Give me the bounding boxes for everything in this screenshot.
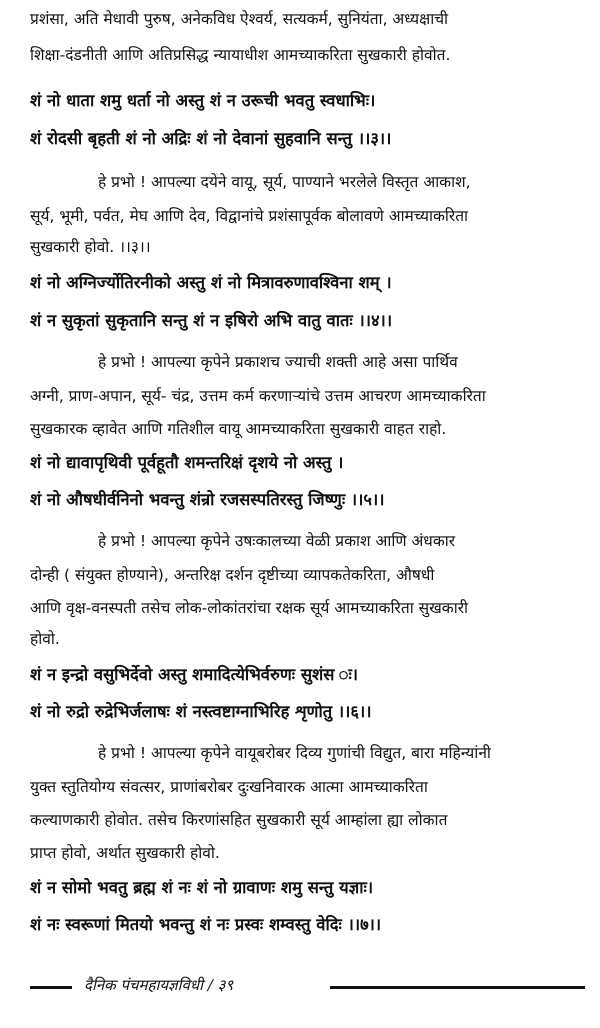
verse-line: शं न इन्द्रो वसुभिर्देवो अस्तु शमादित्येभिर्वरुणः सुशंस ः।	[30, 665, 359, 684]
commentary-line: प्रशंसा, अति मेधावी पुरुष, अनेकविध ऐश्वर्य, सत्यकर्म, सुनियंता, अध्यक्षाची	[30, 10, 449, 28]
footer-page-label: दैनिक पंचमहायज्ञविधी / ३९	[84, 976, 234, 994]
commentary-line: हे प्रभो ! आपल्या दयेने वायू, सूर्य, पाण्याने भरलेले विस्तृत आकाश,	[98, 173, 471, 191]
verse-line: शं नो धाता शमु धर्ता नो अस्तु शं न उरूची भवतु स्वधाभिः।	[30, 91, 376, 110]
commentary-line: शिक्षा-दंडनीती आणि अतिप्रसिद्ध न्यायाधीश आमच्याकरिता सुखकारी होवोत.	[30, 46, 451, 64]
verse-line: शं न सोमो भवतु ब्रह्म शं नः शं नो ग्रावाणः शमु सन्तु यज्ञाः।	[30, 878, 374, 897]
verse-line: शं नो द्यावापृथिवी पूर्वहूतौ शमन्तरिक्षं दृशये नो अस्तु ।	[30, 453, 344, 472]
commentary-line: युक्त स्तुतियोग्य संवत्सर, प्राणांबरोबर दुःखनिवारक आत्मा आमच्याकरिता	[30, 778, 428, 796]
commentary-line: हे प्रभो ! आपल्या कृपेने वायूबरोबर दिव्य गुणांची विद्युत, बारा महिन्यांनी	[98, 744, 491, 762]
verse-line: शं न सुकृतां सुकृतानि सन्तु शं न इषिरो अभि वातु वातः ।।४।।	[30, 311, 393, 330]
commentary-line: सुखकारक व्हावेत आणि गतिशील वायू आमच्याकरिता सुखकारी वाहत राहो.	[30, 420, 447, 438]
commentary-line: दोन्ही ( संयुक्त होण्याने), अन्तरिक्ष दर्शन दृष्टीच्या व्यापकतेकरिता, औषधी	[30, 566, 435, 584]
commentary-line: अग्नी, प्राण-अपान, सूर्य- चंद्र, उत्तम कर्म करणाऱ्यांचे उत्तम आचरण आमच्याकरिता	[30, 387, 486, 405]
verse-line: शं रोदसी बृहती शं नो अद्रिः शं नो देवानां सुहवानि सन्तु ।।३।।	[30, 129, 392, 148]
verse-line: शं नः स्वरूणां मितयो भवन्तु शं नः प्रस्वः शम्वस्तु वेदिः ।।७।।	[30, 915, 382, 934]
commentary-line: सूर्य, भूमी, पर्वत, मेघ आणि देव, विद्वानांचे प्रशंसापूर्वक बोलावणे आमच्याकरिता	[30, 207, 469, 225]
commentary-line: प्राप्त होवो, अर्थात सुखकारी होवो.	[30, 844, 220, 862]
commentary-line: हे प्रभो ! आपल्या कृपेने प्रकाशच ज्याची शक्ती आहे असा पार्थिव	[98, 353, 458, 371]
commentary-line: सुखकारी होवो. ।।३।।	[30, 238, 151, 256]
verse-line: शं नो औषधीर्वनिनो भवन्तु शंन्रो रजसस्पतिरस्तु जिष्णुः ।।५।।	[30, 490, 385, 509]
commentary-line: हे प्रभो ! आपल्या कृपेने उषःकालच्या वेळी प्रकाश आणि अंधकार	[98, 532, 456, 550]
commentary-line: आणि वृक्ष-वनस्पती तसेच लोक-लोकांतरांचा रक्षक सूर्य आमच्याकरिता सुखकारी	[30, 599, 469, 617]
footer-rule-right	[330, 986, 585, 989]
verse-line: शं नो अग्निर्ज्योतिरनीको अस्तु शं नो मित्रावरुणावश्विना शम् ।	[30, 273, 392, 292]
commentary-line: होवो.	[30, 630, 60, 648]
footer-rule-left	[30, 986, 72, 989]
commentary-line: कल्याणकारी होवोत. तसेच किरणांसहित सुखकारी सूर्य आम्हांला ह्या लोकात	[30, 811, 448, 829]
verse-line: शं नो रुद्रो रुद्रेभिर्जलाषः शं नस्त्वष्टाग्नाभिरिह शृणोतु ।।६।।	[30, 702, 372, 721]
